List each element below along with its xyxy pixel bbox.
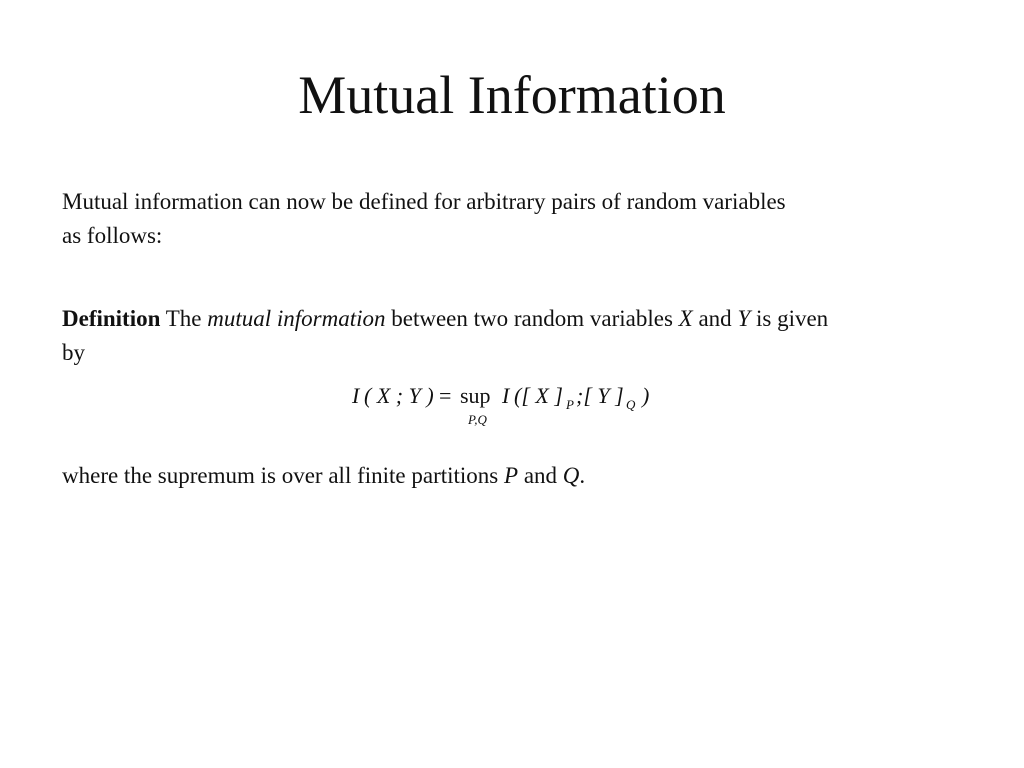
- formula-sup: sup: [460, 383, 491, 408]
- intro-line-2: as follows:: [62, 223, 163, 248]
- intro-line-1: Mutual information can now be defined for arbitrary pairs of random variables: [62, 189, 786, 214]
- definition-var-x: X: [678, 306, 693, 331]
- definition-text-e: by: [62, 340, 85, 365]
- formula-equals: =: [439, 383, 452, 408]
- formula-rhs-mid: ;[ Y ]: [576, 383, 624, 408]
- definition-label: Definition: [62, 306, 161, 331]
- intro-paragraph: [62, 185, 972, 253]
- formula-sub-p: P: [566, 397, 574, 412]
- definition-text-b: between two random variables: [385, 306, 679, 331]
- closing-text-b: and: [518, 463, 563, 488]
- formula-sub-q: Q: [626, 397, 636, 412]
- definition-paragraph: [62, 302, 972, 370]
- definition-text-a: The: [160, 306, 208, 331]
- closing-var-p: P: [504, 463, 519, 488]
- slide-title: Mutual Information: [298, 65, 726, 125]
- closing-text-c: .: [579, 463, 586, 488]
- formula-lhs-i: I: [352, 383, 360, 408]
- formula-rhs-open: ([ X ]: [514, 383, 563, 408]
- closing-paragraph: [62, 459, 972, 493]
- formula-rhs-i: I: [502, 383, 510, 408]
- formula-sup-subscript: P,Q: [468, 412, 487, 427]
- definition-var-y: Y: [737, 306, 751, 331]
- closing-var-q: Q: [562, 463, 580, 488]
- formula-rhs-close: ): [642, 383, 650, 408]
- definition-text-c: and: [692, 306, 738, 331]
- closing-text-a: where the supremum is over all finite partitions: [62, 463, 504, 488]
- formula-lhs-args: ( X ; Y ): [364, 383, 434, 408]
- mutual-information-formula: [0, 378, 1024, 434]
- definition-text-d: is given: [750, 306, 829, 331]
- formula-svg: [344, 378, 674, 434]
- definition-term: mutual information: [207, 306, 386, 331]
